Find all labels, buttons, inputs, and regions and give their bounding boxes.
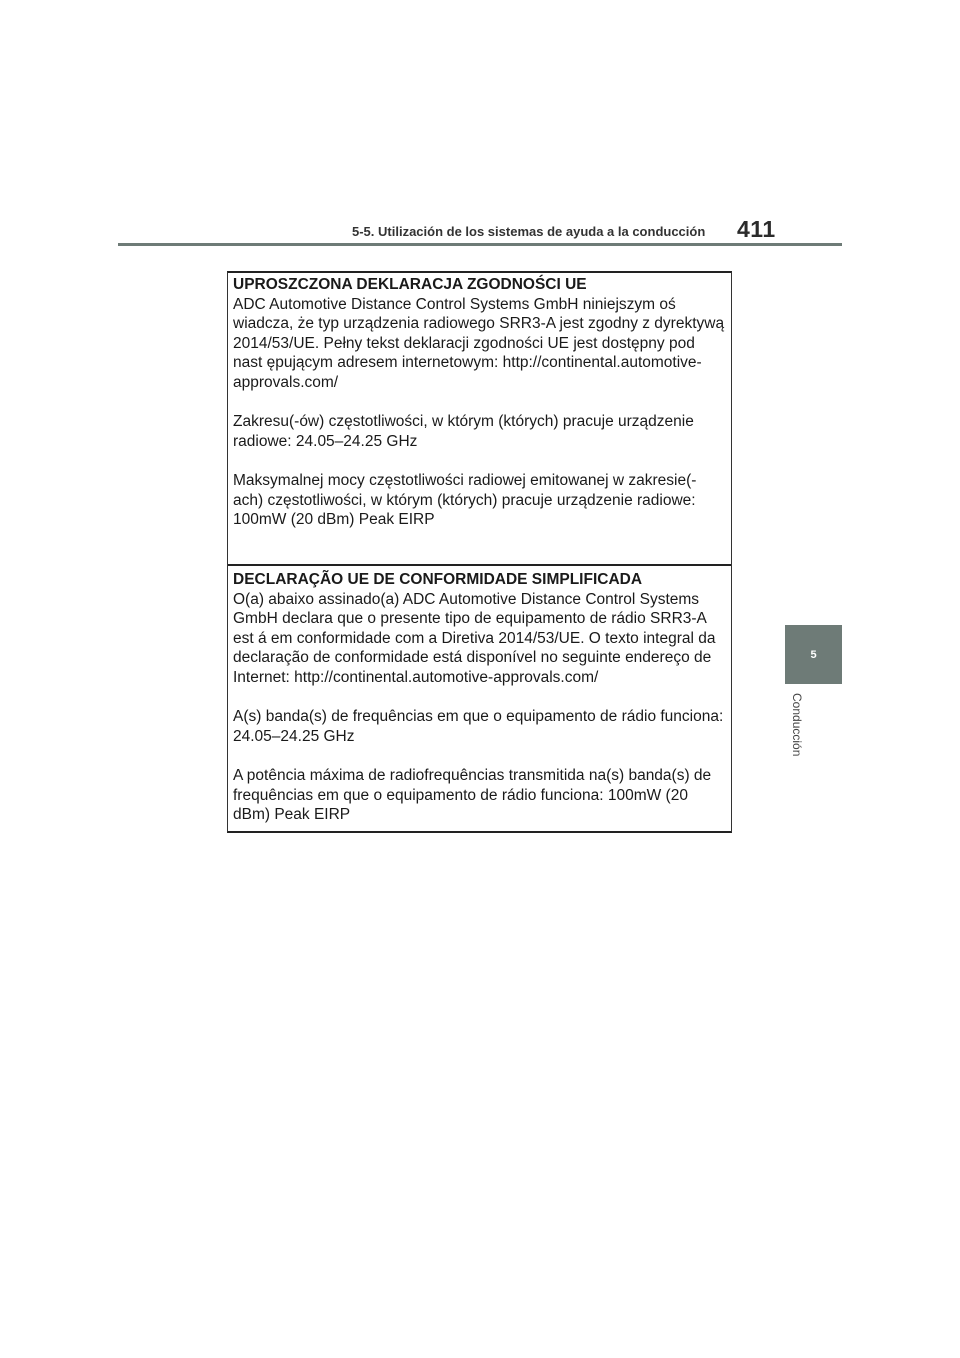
declaration-portuguese [228, 566, 731, 831]
declaration-title: UPROSZCZONA DEKLARACJA ZGODNOŚCI UE [233, 276, 587, 293]
declaration-paragraph: O(a) abaixo assinado(a) ADC Automotive Distance Control Systems GmbH declara que o presente tipo de equipamento de rádio SRR3-A est á em conformidade com a Diretiva 2014/53/UE. O texto integral da declaração de conformidade está disponível no seguinte endereço de Internet: http://continental.automotive-approvals.com/ [233, 590, 716, 686]
declaration-paragraph: A(s) banda(s) de frequências em que o equipamento de rádio funciona: 24.05–24.25 GHz [233, 708, 724, 745]
declaration-polish [228, 273, 731, 566]
declaration-paragraph: Zakresu(-ów) częstotliwości, w którym (których) pracuje urządzenie radiowe: 24.05–24.25 GHz [233, 413, 694, 450]
declaration-paragraph: Maksymalnej mocy częstotliwości radiowej emitowanej w zakresie(-ach) częstotliwości, w którym (których) pracuje urządzenie radiowe: 100mW (20 dBm) Peak EIRP [233, 472, 697, 528]
chapter-label: Conducción [790, 693, 804, 757]
header-rule [118, 243, 842, 246]
chapter-number: 5 [810, 648, 817, 661]
page-number: 411 [737, 216, 776, 242]
page-header [0, 210, 960, 250]
chapter-tab [785, 625, 842, 684]
declaration-paragraph: ADC Automotive Distance Control Systems GmbH niniejszym oś wiadcza, że typ urządzenia radiowego SRR3-A jest zgodny z dyrektywą 2014/53/UE. Pełny tekst deklaracji zgodności UE jest dostępny pod nast ępującym adresem internetowym: http://continental.automotive-approvals.com/ [233, 295, 725, 391]
declarations-box [227, 271, 732, 833]
declaration-paragraph: A potência máxima de radiofrequências transmitida na(s) banda(s) de frequências em que o equipamento de rádio funciona: 100mW (20 dBm) Peak EIRP [233, 767, 712, 823]
section-title: 5-5. Utilización de los sistemas de ayuda a la conducción [352, 224, 706, 239]
declaration-title: DECLARAÇÃO UE DE CONFORMIDADE SIMPLIFICADA [233, 571, 643, 588]
